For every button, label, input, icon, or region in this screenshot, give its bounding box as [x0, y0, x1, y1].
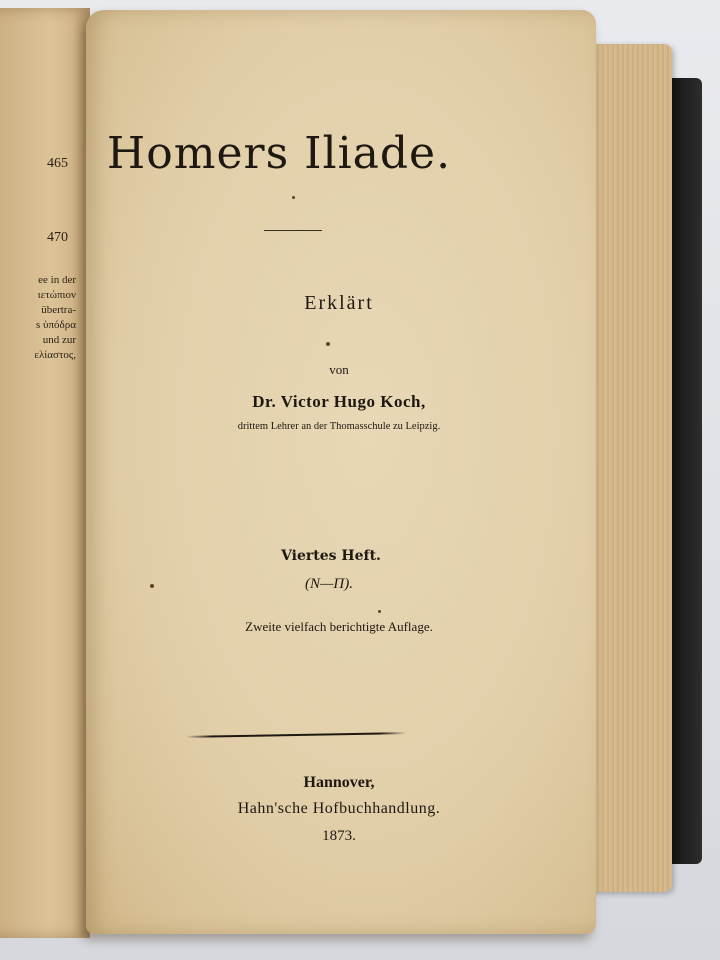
paper-speck [150, 584, 154, 588]
title-page [86, 10, 596, 934]
left-text-line: ιετώπιον [37, 289, 76, 301]
subtitle: Erklärt [304, 292, 374, 314]
paper-speck [326, 342, 330, 346]
publisher: Hahn'sche Hofbuchhandlung. [237, 800, 441, 817]
paper-speck [378, 610, 381, 613]
left-text-line: ee in der [38, 274, 76, 286]
book-title: Homers Iliade. [106, 128, 452, 179]
left-text-line: ελίαστος, [34, 349, 76, 361]
line-number: 465 [47, 156, 68, 171]
by-label: von [329, 362, 349, 377]
left-text-line: übertra- [41, 304, 76, 316]
divider-short [264, 230, 322, 231]
divider-long [186, 732, 406, 738]
line-number: 470 [47, 230, 68, 245]
left-text-line: und zur [42, 334, 76, 346]
publication-place: Hannover, [303, 774, 375, 791]
publication-year: 1873. [322, 828, 356, 844]
volume-range: (N—Π). [305, 576, 353, 592]
left-text-line: s ὑπόδρα [36, 319, 76, 331]
author-name: Dr. Victor Hugo Koch, [252, 392, 426, 411]
author-role: drittem Lehrer an der Thomasschule zu Leipzig. [237, 421, 441, 432]
paper-speck [292, 196, 295, 199]
volume-part: Viertes Heft. [281, 548, 381, 564]
edition-note: Zweite vielfach berichtigte Auflage. [245, 619, 433, 634]
